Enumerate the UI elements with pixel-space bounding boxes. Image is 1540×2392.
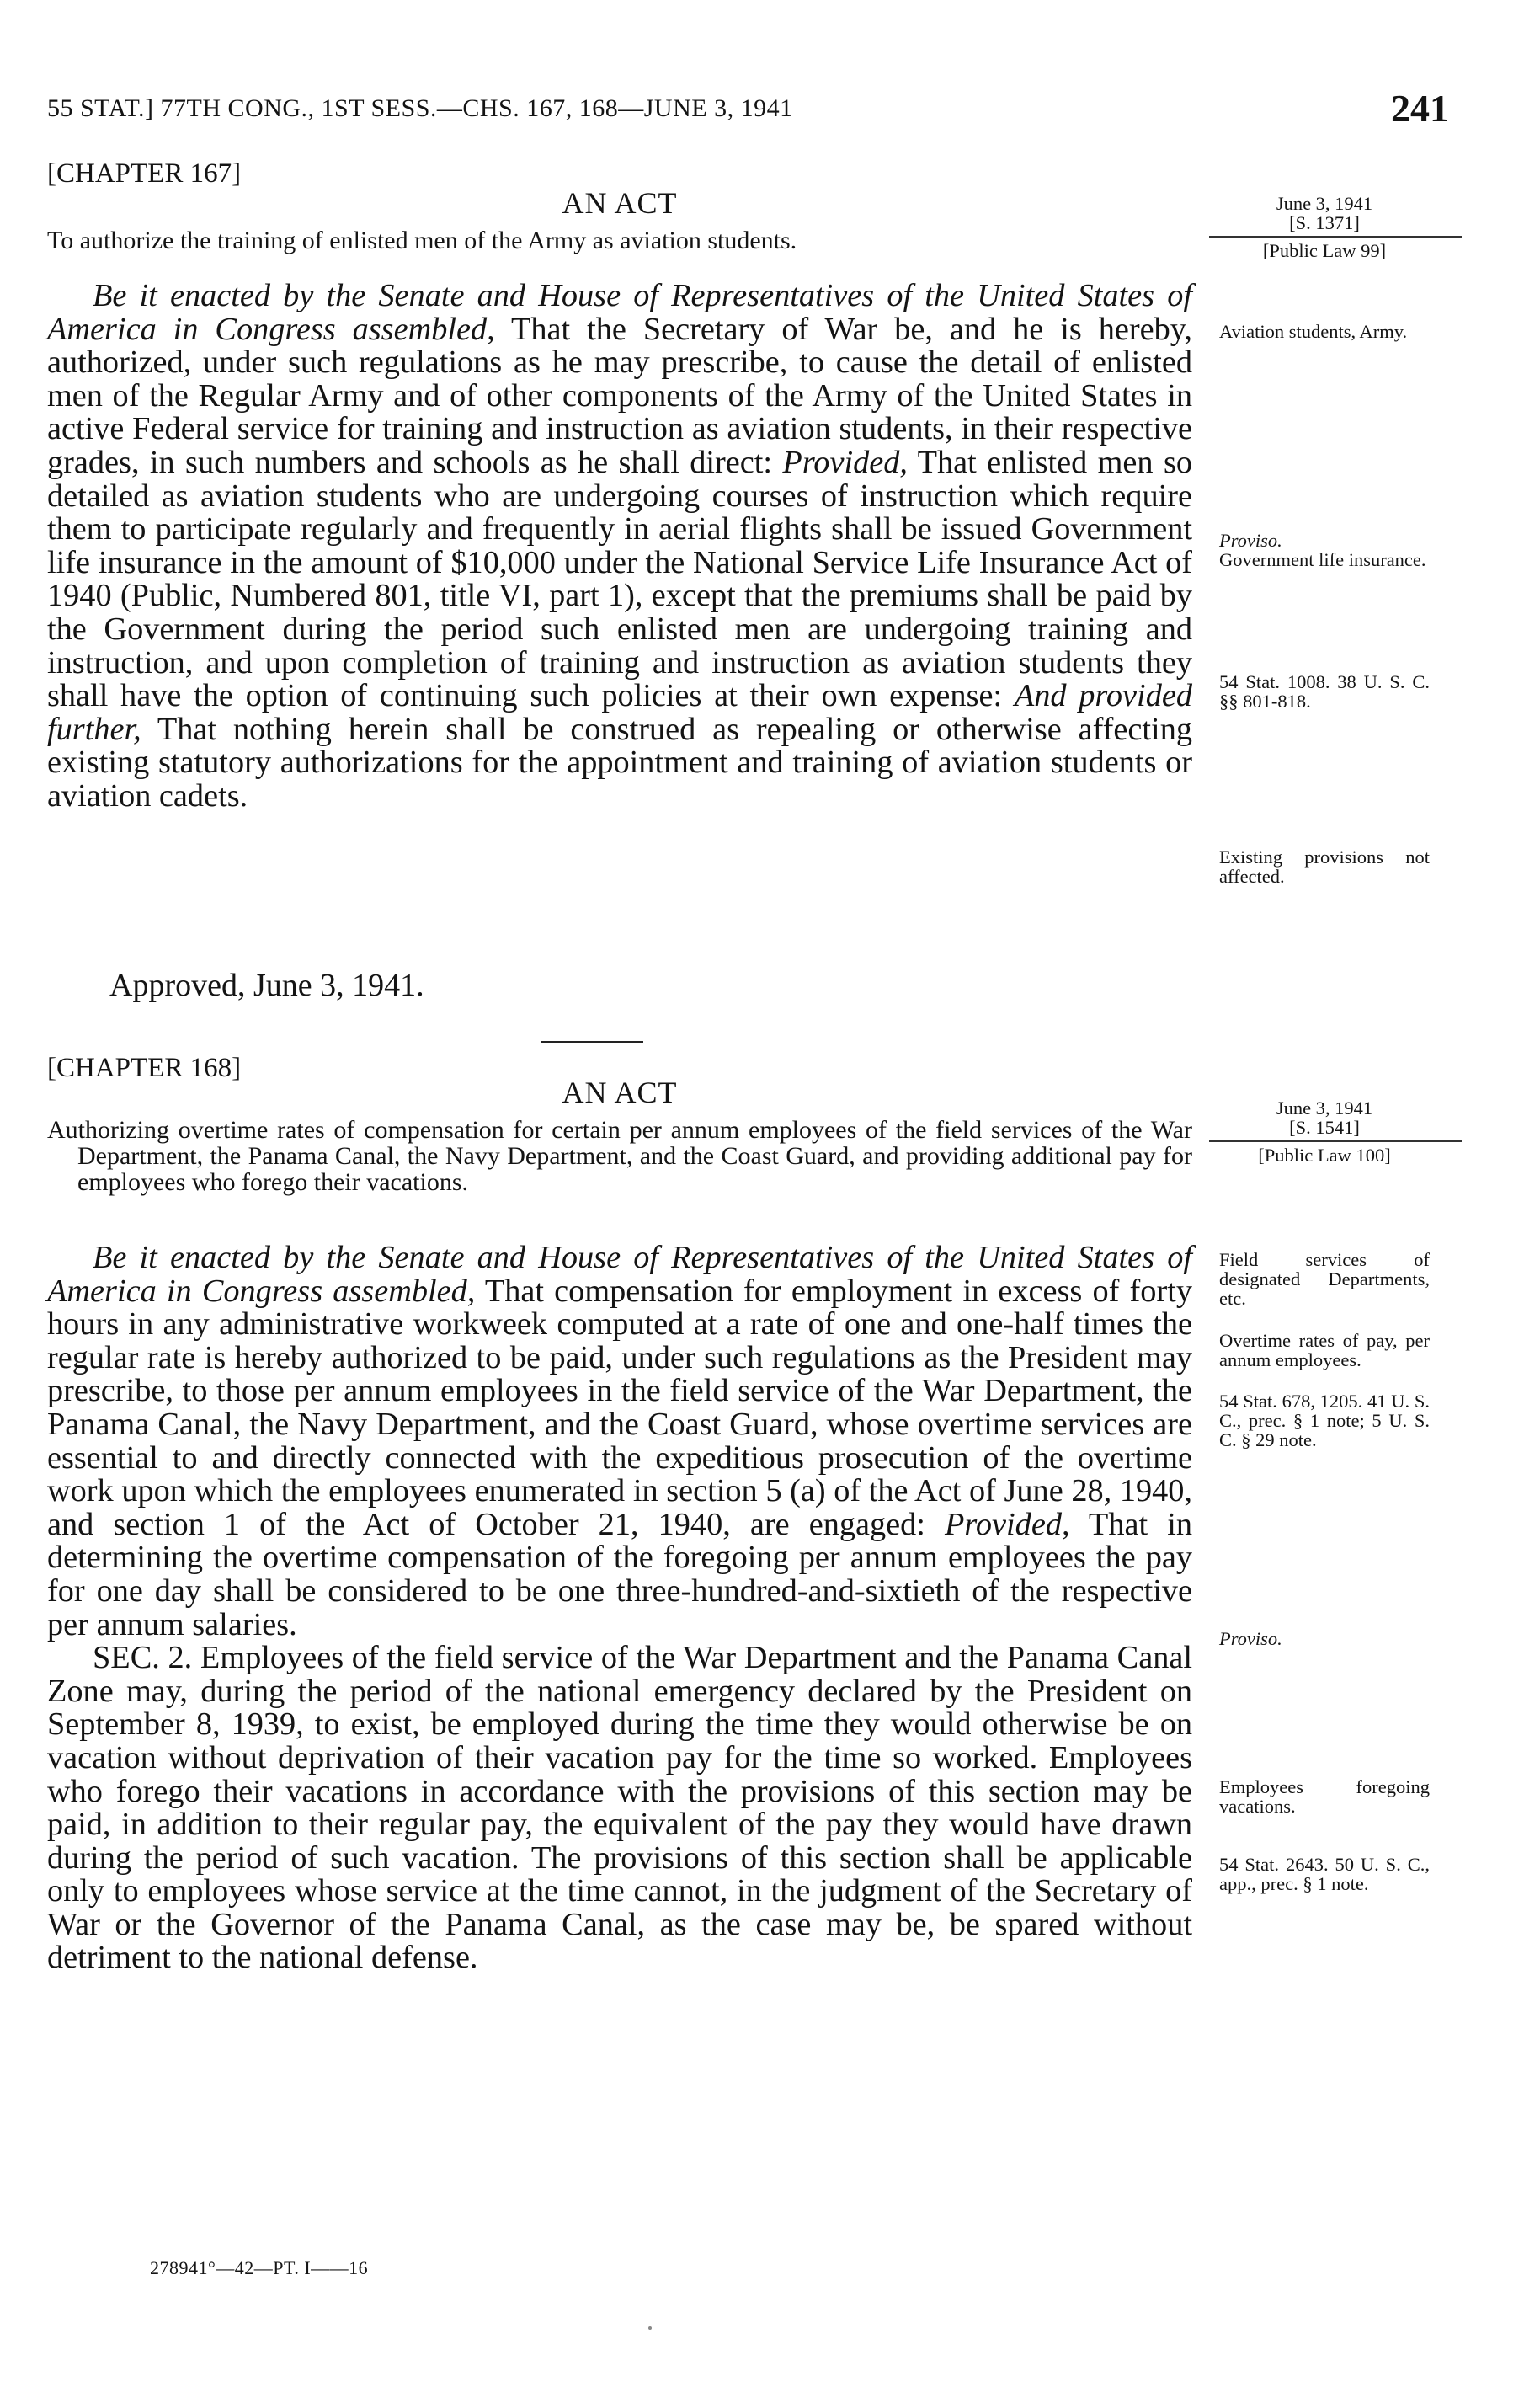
ch168-date: June 3, 1941 [1276,1097,1373,1119]
ch168-note-overtime: Overtime rates of pay, per annum employees. [1219,1330,1430,1370]
ch168-note-vacations: Employees foregoing vacations. [1219,1776,1430,1817]
print-speck [648,2326,652,2330]
ch167-note-citation: 54 Stat. 1008. 38 U. S. C. §§ 801-818. [1219,671,1430,712]
chapter-167-an-act: AN ACT [562,186,678,220]
running-head: 55 STAT.] 77TH CONG., 1ST SESS.—CHS. 167, 168—JUNE 3, 1941 [47,94,793,122]
ch167-bill: [S. 1371] [1289,212,1360,233]
ch167-date: June 3, 1941 [1276,193,1373,214]
ch167-public-law: [Public Law 99] [1262,240,1387,261]
ch168-note-citation: 54 Stat. 678, 1205. 41 U. S. C., prec. § 1 note; 5 U. S. C. § 29 note. [1219,1391,1430,1450]
section-2-label: SEC. 2. [93,1640,193,1676]
enacting-clause: Be it enacted by the Senate and House of Representatives of the United States of America in Congress assembled, [47,278,1192,347]
page-number: 241 [1391,87,1449,130]
approval-line: Approved, June 3, 1941. [109,968,424,1003]
proviso-term-168: Provided, [945,1506,1070,1542]
ch167-note-proviso: Proviso. Government life insurance. [1219,530,1426,570]
print-code: 278941°—42—PT. I——16 [150,2257,369,2278]
proviso-further-term: And provided further, [47,678,1192,747]
ch168-public-law: [Public Law 100] [1258,1145,1391,1166]
margin-rule [1209,236,1462,238]
ch167-note-existing: Existing provisions not affected. [1219,846,1430,887]
ch167-margin-header [1219,194,1430,232]
chapter-168-purpose: Authorizing overtime rates of compensation for certain per annum employees of the field services of the War Department, the Panama Canal, the Navy Department, and the Coast Guard, and providing additional pay for employees who forego their vacations. [47,1116,1192,1196]
section-divider [541,1041,643,1043]
ch168-bill: [S. 1541] [1289,1117,1360,1138]
chapter-168-an-act: AN ACT [562,1076,678,1109]
ch168-note-citation-2: 54 Stat. 2643. 50 U. S. C., app., prec. § 1 note. [1219,1854,1430,1894]
enacting-clause-168: Be it enacted by the Senate and House of Representatives of the United States of America in Congress assembled, [47,1240,1192,1309]
ch168-note-proviso: Proviso. [1219,1628,1282,1649]
proviso-term: Provided, [782,444,908,480]
ch167-note-aviation: Aviation students, Army. [1219,321,1408,342]
chapter-168-body: Be it enacted by the Senate and House of Representatives of the United States of America in Congress assembled, That compensation for employment in excess of forty hours in any administrative workweek computed at a rate of one and one-half times the regular rate is hereby authorized to be paid, under such regulations as the President may prescribe, to those per annum employees in the field service of the War Department, the Panama Canal, the Navy Department, and the Coast Guard, whose overtime services are essential to and directly connected with the expeditious prosecution of the overtime work upon which the employees enumerated in section 5 (a) of the Act of June 28, 1940, and section 1 of the Act of October 21, 1940, are engaged: Provided, That in determining the overtime compensation of the foregoing per annum employees the pay for one day shall be considered to be one three-hundred-and-sixtieth of the respective per annum salaries. SEC. 2. Employees of the field service of the War Department and the Panama Canal Zone may, during the period of the national emergency declared by the President on September 8, 1939, to exist, be employed during the time they would otherwise be on vacation without deprivation of their vacation pay for the time so worked. Employees who forego their vacations in accordance with the provisions of this section may be paid, in addition to their regular pay, the equivalent of the pay they would have drawn during the period of such vacation. The provisions of this section shall be applicable only to employees whose service at the time cannot, in the judgment of the Secretary of War or the Governor of the Panama Canal, as the case may be, be spared without detriment to the national defense. [47,1240,1192,1976]
chapter-167-body: Be it enacted by the Senate and House of Representatives of the United States of America in Congress assembled, That the Secretary of War be, and he is hereby, authorized, under such regulations as he may prescribe, to cause the detail of enlisted men of the Regular Army and of other components of the Army of the United States in active Federal service for training and instruction as aviation students, in their respective grades, in such numbers and schools as he shall direct: Provided, That enlisted men so detailed as aviation students who are undergoing courses of instruction which require them to participate regularly and frequently in aerial flights shall be issued Government life insurance in the amount of $10,000 under the National Service Life Insurance Act of 1940 (Public, Numbered 801, title VI, part 1), except that the premiums shall be paid by the Government during the period such enlisted men are undergoing training and instruction, and upon completion of training and instruction as aviation students they shall have the option of continuing such policies at their own expense: And provided further, That nothing herein shall be construed as repealing or otherwise affecting existing statutory authorizations for the appointment and training of aviation students or aviation cadets. [47,278,1192,814]
ch168-margin-header [1219,1098,1430,1137]
chapter-167-heading: [CHAPTER 167] [47,158,242,189]
chapter-167-purpose: To authorize the training of enlisted men of the Army as aviation students. [47,227,797,254]
chapter-168-heading: [CHAPTER 168] [47,1053,242,1083]
ch168-note-field-services: Field services of designated Departments, etc. [1219,1249,1430,1309]
margin-rule [1209,1140,1462,1142]
